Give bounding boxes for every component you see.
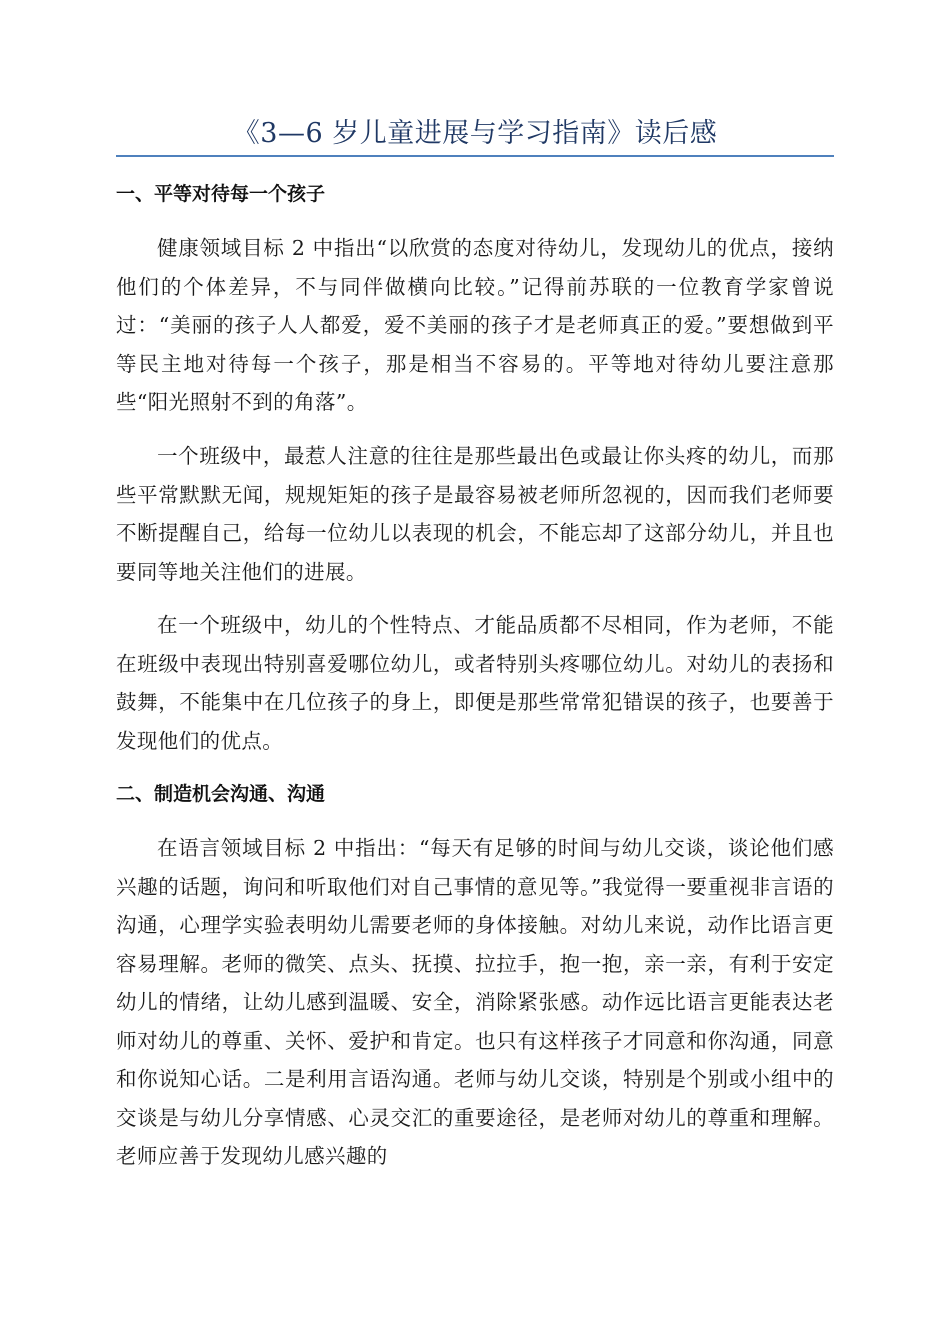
title-underline xyxy=(116,155,834,157)
section-2-paragraph-1: 在语言领域目标 2 中指出：“每天有足够的时间与幼儿交谈，谈论他们感兴趣的话题，询问和听取他们对自己事情的意见等。”我觉得一要重视非言语的沟通，心理学实验表明幼儿需要老师的身体接触。对幼儿来说，动作比语言更容易理解。老师的微笑、点头、抚摸、拉拉手，抱一抱，亲一亲，有利于安定幼儿的情绪，让幼儿感到温暖、安全，消除紧张感。动作远比语言更能表达老师对幼儿的尊重、关怀、爱护和肯定。也只有这样孩子才同意和你沟通，同意和你说知心话。二是利用言语沟通。老师与幼儿交谈，特别是个别或小组中的交谈是与幼儿分享情感、心灵交汇的重要途径，是老师对幼儿的尊重和理解。老师应善于发现幼儿感兴趣的 xyxy=(116,836,834,1168)
section-heading-1: 一、平等对待每一个孩子 xyxy=(116,183,326,205)
section-1-paragraph-1: 健康领域目标 2 中指出“以欣赏的态度对待幼儿，发现幼儿的优点，接纳他们的个体差异，不与同伴做横向比较。”记得前苏联的一位教育学家曾说过：“美丽的孩子人人都爱，爱不美丽的孩子才是老师真正的爱。”要想做到平等民主地对待每一个孩子，那是相当不容易的。平等地对待幼儿要注意那些“阳光照射不到的角落”。 xyxy=(116,236,834,414)
document-title: 《3—6 岁儿童进展与学习指南》读后感 xyxy=(232,118,718,149)
section-1-paragraph-3: 在一个班级中，幼儿的个性特点、才能品质都不尽相同，作为老师，不能在班级中表现出特别喜爱哪位幼儿，或者特别头疼哪位幼儿。对幼儿的表扬和鼓舞，不能集中在几位孩子的身上，即便是那些常常犯错误的孩子，也要善于发现他们的优点。 xyxy=(116,613,834,753)
section-1-paragraph-2: 一个班级中，最惹人注意的往往是那些最出色或最让你头疼的幼儿，而那些平常默默无闻，规规矩矩的孩子是最容易被老师所忽视的，因而我们老师要不断提醒自己，给每一位幼儿以表现的机会，不能忘却了这部分幼儿，并且也要同等地关注他们的进展。 xyxy=(116,444,834,584)
section-heading-2: 二、制造机会沟通、沟通 xyxy=(116,783,326,805)
